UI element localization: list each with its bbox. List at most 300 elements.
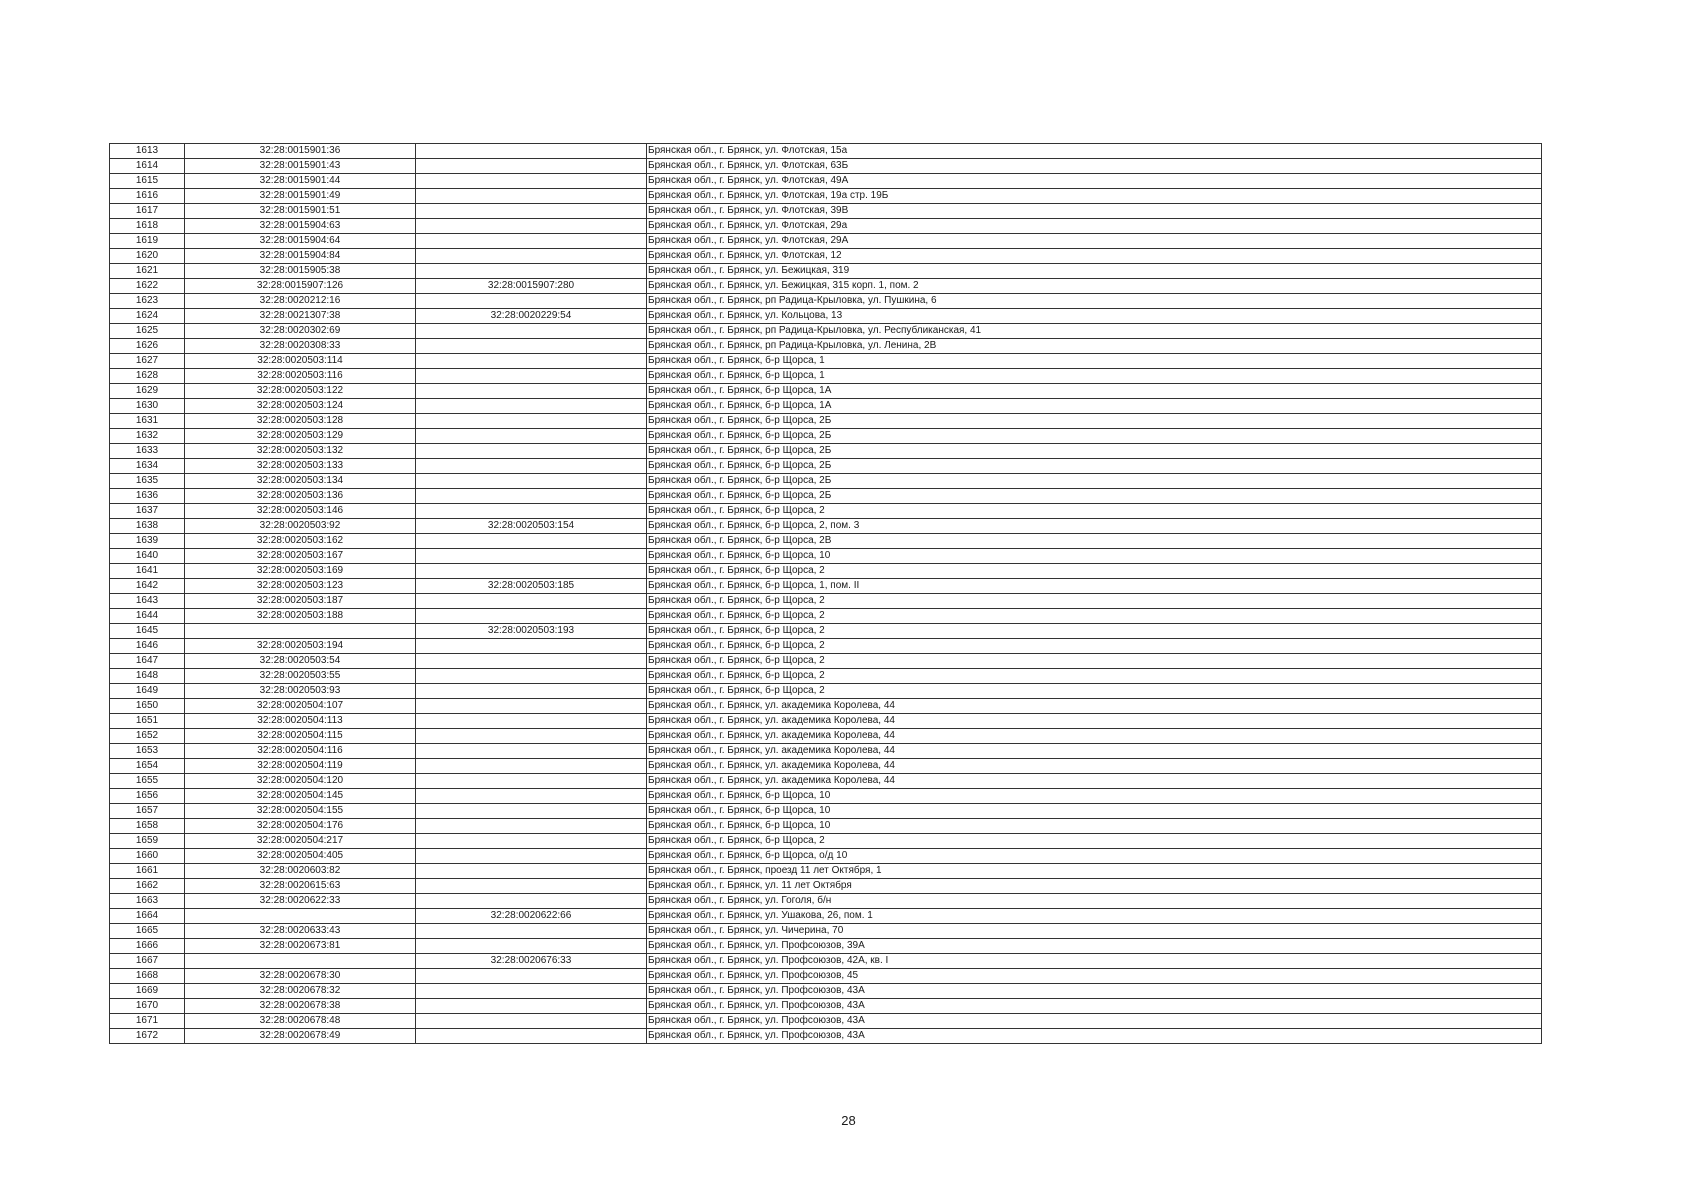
row-number-cell: 1638 bbox=[110, 519, 185, 534]
address-cell: Брянская обл., г. Брянск, ул. академика Королева, 44 bbox=[647, 714, 1542, 729]
cadastral-number-cell: 32:28:0020503:136 bbox=[185, 489, 416, 504]
table-row bbox=[110, 594, 1542, 609]
row-number-cell: 1627 bbox=[110, 354, 185, 369]
address-cell: Брянская обл., г. Брянск, б-р Щорса, 1А bbox=[647, 384, 1542, 399]
property-table bbox=[109, 143, 1542, 1044]
table-row bbox=[110, 309, 1542, 324]
table-row bbox=[110, 324, 1542, 339]
table-row bbox=[110, 219, 1542, 234]
table-row bbox=[110, 1014, 1542, 1029]
address-cell: Брянская обл., г. Брянск, б-р Щорса, 2, пом. 3 bbox=[647, 519, 1542, 534]
page-number: 28 bbox=[841, 1113, 856, 1128]
table-row bbox=[110, 969, 1542, 984]
secondary-cadastral-number-cell bbox=[416, 1014, 647, 1029]
secondary-cadastral-number-cell bbox=[416, 324, 647, 339]
table-row bbox=[110, 489, 1542, 504]
address-cell: Брянская обл., г. Брянск, б-р Щорса, 1А bbox=[647, 399, 1542, 414]
row-number-cell: 1615 bbox=[110, 174, 185, 189]
table-row bbox=[110, 699, 1542, 714]
secondary-cadastral-number-cell bbox=[416, 999, 647, 1014]
secondary-cadastral-number-cell bbox=[416, 264, 647, 279]
address-cell: Брянская обл., г. Брянск, ул. академика Королева, 44 bbox=[647, 774, 1542, 789]
secondary-cadastral-number-cell bbox=[416, 369, 647, 384]
address-cell: Брянская обл., г. Брянск, ул. Флотская, 15а bbox=[647, 144, 1542, 159]
secondary-cadastral-number-cell bbox=[416, 384, 647, 399]
cadastral-number-cell: 32:28:0015901:51 bbox=[185, 204, 416, 219]
secondary-cadastral-number-cell bbox=[416, 474, 647, 489]
secondary-cadastral-number-cell bbox=[416, 1029, 647, 1044]
table-row bbox=[110, 294, 1542, 309]
cadastral-number-cell: 32:28:0020503:116 bbox=[185, 369, 416, 384]
row-number-cell: 1613 bbox=[110, 144, 185, 159]
table-row bbox=[110, 909, 1542, 924]
table-row bbox=[110, 879, 1542, 894]
table-row bbox=[110, 1029, 1542, 1044]
address-cell: Брянская обл., г. Брянск, ул. Кольцова, 13 bbox=[647, 309, 1542, 324]
table-row bbox=[110, 504, 1542, 519]
table-row bbox=[110, 894, 1542, 909]
address-cell: Брянская обл., г. Брянск, б-р Щорса, 2 bbox=[647, 639, 1542, 654]
cadastral-number-cell bbox=[185, 624, 416, 639]
table-row bbox=[110, 924, 1542, 939]
address-cell: Брянская обл., г. Брянск, ул. академика Королева, 44 bbox=[647, 729, 1542, 744]
cadastral-number-cell: 32:28:0020503:129 bbox=[185, 429, 416, 444]
cadastral-number-cell: 32:28:0020503:188 bbox=[185, 609, 416, 624]
address-cell: Брянская обл., г. Брянск, ул. академика Королева, 44 bbox=[647, 744, 1542, 759]
row-number-cell: 1642 bbox=[110, 579, 185, 594]
row-number-cell: 1617 bbox=[110, 204, 185, 219]
table-row bbox=[110, 204, 1542, 219]
secondary-cadastral-number-cell bbox=[416, 774, 647, 789]
table-row bbox=[110, 399, 1542, 414]
secondary-cadastral-number-cell bbox=[416, 609, 647, 624]
secondary-cadastral-number-cell bbox=[416, 759, 647, 774]
address-cell: Брянская обл., г. Брянск, ул. 11 лет Октября bbox=[647, 879, 1542, 894]
address-cell: Брянская обл., г. Брянск, б-р Щорса, 2Б bbox=[647, 474, 1542, 489]
address-cell: Брянская обл., г. Брянск, ул. Профсоюзов, 43А bbox=[647, 984, 1542, 999]
cadastral-number-cell: 32:28:0020678:49 bbox=[185, 1029, 416, 1044]
row-number-cell: 1646 bbox=[110, 639, 185, 654]
row-number-cell: 1631 bbox=[110, 414, 185, 429]
secondary-cadastral-number-cell bbox=[416, 219, 647, 234]
cadastral-number-cell: 32:28:0020504:145 bbox=[185, 789, 416, 804]
cadastral-number-cell: 32:28:0020503:194 bbox=[185, 639, 416, 654]
secondary-cadastral-number-cell: 32:28:0020503:193 bbox=[416, 624, 647, 639]
secondary-cadastral-number-cell bbox=[416, 969, 647, 984]
address-cell: Брянская обл., г. Брянск, б-р Щорса, 2Б bbox=[647, 459, 1542, 474]
secondary-cadastral-number-cell bbox=[416, 594, 647, 609]
row-number-cell: 1618 bbox=[110, 219, 185, 234]
cadastral-number-cell: 32:28:0015904:63 bbox=[185, 219, 416, 234]
table-row bbox=[110, 144, 1542, 159]
secondary-cadastral-number-cell bbox=[416, 564, 647, 579]
cadastral-number-cell: 32:28:0020504:115 bbox=[185, 729, 416, 744]
cadastral-number-cell: 32:28:0020615:63 bbox=[185, 879, 416, 894]
row-number-cell: 1650 bbox=[110, 699, 185, 714]
address-cell: Брянская обл., г. Брянск, б-р Щорса, 2 bbox=[647, 669, 1542, 684]
table-row bbox=[110, 429, 1542, 444]
table-row bbox=[110, 729, 1542, 744]
secondary-cadastral-number-cell: 32:28:0020676:33 bbox=[416, 954, 647, 969]
secondary-cadastral-number-cell bbox=[416, 354, 647, 369]
table-row bbox=[110, 669, 1542, 684]
cadastral-number-cell: 32:28:0015904:64 bbox=[185, 234, 416, 249]
table-row bbox=[110, 999, 1542, 1014]
address-cell: Брянская обл., г. Брянск, б-р Щорса, 2Б bbox=[647, 444, 1542, 459]
table-row bbox=[110, 534, 1542, 549]
table-row bbox=[110, 339, 1542, 354]
table-row bbox=[110, 519, 1542, 534]
secondary-cadastral-number-cell bbox=[416, 939, 647, 954]
table-row bbox=[110, 369, 1542, 384]
address-cell: Брянская обл., г. Брянск, б-р Щорса, 10 bbox=[647, 789, 1542, 804]
row-number-cell: 1655 bbox=[110, 774, 185, 789]
row-number-cell: 1621 bbox=[110, 264, 185, 279]
address-cell: Брянская обл., г. Брянск, б-р Щорса, 2Б bbox=[647, 489, 1542, 504]
cadastral-number-cell: 32:28:0020504:120 bbox=[185, 774, 416, 789]
row-number-cell: 1637 bbox=[110, 504, 185, 519]
secondary-cadastral-number-cell bbox=[416, 549, 647, 564]
secondary-cadastral-number-cell bbox=[416, 744, 647, 759]
address-cell: Брянская обл., г. Брянск, ул. Чичерина, 70 bbox=[647, 924, 1542, 939]
row-number-cell: 1644 bbox=[110, 609, 185, 624]
row-number-cell: 1672 bbox=[110, 1029, 185, 1044]
table-row bbox=[110, 354, 1542, 369]
secondary-cadastral-number-cell bbox=[416, 534, 647, 549]
secondary-cadastral-number-cell bbox=[416, 504, 647, 519]
table-row bbox=[110, 684, 1542, 699]
cadastral-number-cell: 32:28:0015907:126 bbox=[185, 279, 416, 294]
row-number-cell: 1656 bbox=[110, 789, 185, 804]
table-row bbox=[110, 984, 1542, 999]
address-cell: Брянская обл., г. Брянск, б-р Щорса, 2 bbox=[647, 684, 1542, 699]
cadastral-number-cell: 32:28:0015901:36 bbox=[185, 144, 416, 159]
address-cell: Брянская обл., г. Брянск, б-р Щорса, 2Б bbox=[647, 414, 1542, 429]
secondary-cadastral-number-cell bbox=[416, 789, 647, 804]
address-cell: Брянская обл., г. Брянск, б-р Щорса, 1 bbox=[647, 354, 1542, 369]
address-cell: Брянская обл., г. Брянск, б-р Щорса, 10 bbox=[647, 549, 1542, 564]
row-number-cell: 1653 bbox=[110, 744, 185, 759]
cadastral-number-cell: 32:28:0020503:133 bbox=[185, 459, 416, 474]
cadastral-number-cell: 32:28:0015901:43 bbox=[185, 159, 416, 174]
cadastral-number-cell: 32:28:0020678:38 bbox=[185, 999, 416, 1014]
table-row bbox=[110, 639, 1542, 654]
cadastral-number-cell: 32:28:0020633:43 bbox=[185, 924, 416, 939]
cadastral-number-cell: 32:28:0020504:176 bbox=[185, 819, 416, 834]
table-row bbox=[110, 804, 1542, 819]
address-cell: Брянская обл., г. Брянск, ул. Профсоюзов, 43А bbox=[647, 1029, 1542, 1044]
secondary-cadastral-number-cell: 32:28:0020503:154 bbox=[416, 519, 647, 534]
address-cell: Брянская обл., г. Брянск, б-р Щорса, 2Б bbox=[647, 429, 1542, 444]
row-number-cell: 1633 bbox=[110, 444, 185, 459]
cadastral-number-cell: 32:28:0020503:162 bbox=[185, 534, 416, 549]
row-number-cell: 1662 bbox=[110, 879, 185, 894]
cadastral-number-cell: 32:28:0020673:81 bbox=[185, 939, 416, 954]
cadastral-number-cell: 32:28:0020504:119 bbox=[185, 759, 416, 774]
address-cell: Брянская обл., г. Брянск, ул. Профсоюзов, 42А, кв. I bbox=[647, 954, 1542, 969]
row-number-cell: 1623 bbox=[110, 294, 185, 309]
secondary-cadastral-number-cell bbox=[416, 174, 647, 189]
row-number-cell: 1658 bbox=[110, 819, 185, 834]
address-cell: Брянская обл., г. Брянск, рп Радица-Крыловка, ул. Ленина, 2В bbox=[647, 339, 1542, 354]
secondary-cadastral-number-cell bbox=[416, 669, 647, 684]
table-row bbox=[110, 249, 1542, 264]
row-number-cell: 1616 bbox=[110, 189, 185, 204]
address-cell: Брянская обл., г. Брянск, ул. Профсоюзов, 43А bbox=[647, 1014, 1542, 1029]
row-number-cell: 1626 bbox=[110, 339, 185, 354]
table-row bbox=[110, 744, 1542, 759]
secondary-cadastral-number-cell bbox=[416, 294, 647, 309]
cadastral-number-cell: 32:28:0020503:134 bbox=[185, 474, 416, 489]
address-cell: Брянская обл., г. Брянск, б-р Щорса, 2 bbox=[647, 654, 1542, 669]
address-cell: Брянская обл., г. Брянск, ул. академика Королева, 44 bbox=[647, 759, 1542, 774]
row-number-cell: 1620 bbox=[110, 249, 185, 264]
row-number-cell: 1664 bbox=[110, 909, 185, 924]
address-cell: Брянская обл., г. Брянск, б-р Щорса, 2В bbox=[647, 534, 1542, 549]
cadastral-number-cell: 32:28:0020212:16 bbox=[185, 294, 416, 309]
cadastral-number-cell: 32:28:0020503:146 bbox=[185, 504, 416, 519]
secondary-cadastral-number-cell bbox=[416, 879, 647, 894]
table-row bbox=[110, 174, 1542, 189]
secondary-cadastral-number-cell: 32:28:0020503:185 bbox=[416, 579, 647, 594]
table-row bbox=[110, 444, 1542, 459]
secondary-cadastral-number-cell bbox=[416, 459, 647, 474]
row-number-cell: 1640 bbox=[110, 549, 185, 564]
address-cell: Брянская обл., г. Брянск, рп Радица-Крыловка, ул. Республиканская, 41 bbox=[647, 324, 1542, 339]
address-cell: Брянская обл., г. Брянск, ул. Флотская, 19а стр. 19Б bbox=[647, 189, 1542, 204]
row-number-cell: 1657 bbox=[110, 804, 185, 819]
cadastral-number-cell: 32:28:0020504:113 bbox=[185, 714, 416, 729]
secondary-cadastral-number-cell bbox=[416, 849, 647, 864]
secondary-cadastral-number-cell bbox=[416, 819, 647, 834]
secondary-cadastral-number-cell bbox=[416, 834, 647, 849]
secondary-cadastral-number-cell bbox=[416, 444, 647, 459]
address-cell: Брянская обл., г. Брянск, б-р Щорса, о/д 10 bbox=[647, 849, 1542, 864]
row-number-cell: 1622 bbox=[110, 279, 185, 294]
cadastral-number-cell: 32:28:0020504:107 bbox=[185, 699, 416, 714]
cadastral-number-cell: 32:28:0020504:217 bbox=[185, 834, 416, 849]
address-cell: Брянская обл., г. Брянск, рп Радица-Крыловка, ул. Пушкина, 6 bbox=[647, 294, 1542, 309]
address-cell: Брянская обл., г. Брянск, ул. Профсоюзов, 39А bbox=[647, 939, 1542, 954]
address-cell: Брянская обл., г. Брянск, б-р Щорса, 2 bbox=[647, 594, 1542, 609]
cadastral-number-cell: 32:28:0020503:92 bbox=[185, 519, 416, 534]
row-number-cell: 1647 bbox=[110, 654, 185, 669]
table-row bbox=[110, 759, 1542, 774]
secondary-cadastral-number-cell bbox=[416, 654, 647, 669]
row-number-cell: 1629 bbox=[110, 384, 185, 399]
cadastral-number-cell: 32:28:0020503:114 bbox=[185, 354, 416, 369]
table-row bbox=[110, 579, 1542, 594]
secondary-cadastral-number-cell bbox=[416, 249, 647, 264]
row-number-cell: 1619 bbox=[110, 234, 185, 249]
address-cell: Брянская обл., г. Брянск, б-р Щорса, 2 bbox=[647, 564, 1542, 579]
cadastral-number-cell: 32:28:0020503:55 bbox=[185, 669, 416, 684]
secondary-cadastral-number-cell bbox=[416, 804, 647, 819]
cadastral-number-cell bbox=[185, 954, 416, 969]
row-number-cell: 1624 bbox=[110, 309, 185, 324]
table-body bbox=[110, 144, 1542, 1044]
cadastral-number-cell: 32:28:0020503:167 bbox=[185, 549, 416, 564]
table-row bbox=[110, 654, 1542, 669]
cadastral-number-cell: 32:28:0015901:44 bbox=[185, 174, 416, 189]
table-row bbox=[110, 789, 1542, 804]
secondary-cadastral-number-cell: 32:28:0020622:66 bbox=[416, 909, 647, 924]
cadastral-number-cell: 32:28:0020504:155 bbox=[185, 804, 416, 819]
table-row bbox=[110, 714, 1542, 729]
table-row bbox=[110, 189, 1542, 204]
secondary-cadastral-number-cell bbox=[416, 924, 647, 939]
secondary-cadastral-number-cell bbox=[416, 204, 647, 219]
cadastral-number-cell: 32:28:0020504:405 bbox=[185, 849, 416, 864]
secondary-cadastral-number-cell bbox=[416, 984, 647, 999]
secondary-cadastral-number-cell: 32:28:0020229:54 bbox=[416, 309, 647, 324]
cadastral-number-cell: 32:28:0020302:69 bbox=[185, 324, 416, 339]
table-row bbox=[110, 939, 1542, 954]
row-number-cell: 1663 bbox=[110, 894, 185, 909]
row-number-cell: 1614 bbox=[110, 159, 185, 174]
cadastral-number-cell: 32:28:0020503:187 bbox=[185, 594, 416, 609]
row-number-cell: 1643 bbox=[110, 594, 185, 609]
row-number-cell: 1671 bbox=[110, 1014, 185, 1029]
table-row bbox=[110, 954, 1542, 969]
address-cell: Брянская обл., г. Брянск, б-р Щорса, 10 bbox=[647, 804, 1542, 819]
table-row bbox=[110, 264, 1542, 279]
secondary-cadastral-number-cell bbox=[416, 399, 647, 414]
secondary-cadastral-number-cell bbox=[416, 414, 647, 429]
row-number-cell: 1635 bbox=[110, 474, 185, 489]
address-cell: Брянская обл., г. Брянск, ул. Ушакова, 26, пом. 1 bbox=[647, 909, 1542, 924]
table-row bbox=[110, 849, 1542, 864]
address-cell: Брянская обл., г. Брянск, ул. Гоголя, б/н bbox=[647, 894, 1542, 909]
secondary-cadastral-number-cell bbox=[416, 894, 647, 909]
table-row bbox=[110, 774, 1542, 789]
cadastral-number-cell: 32:28:0015901:49 bbox=[185, 189, 416, 204]
row-number-cell: 1651 bbox=[110, 714, 185, 729]
row-number-cell: 1659 bbox=[110, 834, 185, 849]
row-number-cell: 1628 bbox=[110, 369, 185, 384]
table-row bbox=[110, 459, 1542, 474]
cadastral-number-cell: 32:28:0020503:54 bbox=[185, 654, 416, 669]
secondary-cadastral-number-cell bbox=[416, 189, 647, 204]
secondary-cadastral-number-cell bbox=[416, 864, 647, 879]
table-row bbox=[110, 384, 1542, 399]
secondary-cadastral-number-cell bbox=[416, 684, 647, 699]
cadastral-number-cell: 32:28:0020308:33 bbox=[185, 339, 416, 354]
cadastral-number-cell: 32:28:0020503:123 bbox=[185, 579, 416, 594]
row-number-cell: 1641 bbox=[110, 564, 185, 579]
row-number-cell: 1667 bbox=[110, 954, 185, 969]
cadastral-number-cell: 32:28:0020678:48 bbox=[185, 1014, 416, 1029]
table-row bbox=[110, 624, 1542, 639]
address-cell: Брянская обл., г. Брянск, б-р Щорса, 1, пом. II bbox=[647, 579, 1542, 594]
cadastral-number-cell: 32:28:0020503:93 bbox=[185, 684, 416, 699]
secondary-cadastral-number-cell bbox=[416, 159, 647, 174]
address-cell: Брянская обл., г. Брянск, ул. Бежицкая, 319 bbox=[647, 264, 1542, 279]
cadastral-number-cell: 32:28:0015905:38 bbox=[185, 264, 416, 279]
address-cell: Брянская обл., г. Брянск, ул. Бежицкая, 315 корп. 1, пом. 2 bbox=[647, 279, 1542, 294]
secondary-cadastral-number-cell bbox=[416, 339, 647, 354]
table-row bbox=[110, 834, 1542, 849]
table-row bbox=[110, 474, 1542, 489]
row-number-cell: 1636 bbox=[110, 489, 185, 504]
cadastral-number-cell: 32:28:0020503:132 bbox=[185, 444, 416, 459]
row-number-cell: 1652 bbox=[110, 729, 185, 744]
secondary-cadastral-number-cell bbox=[416, 144, 647, 159]
address-cell: Брянская обл., г. Брянск, б-р Щорса, 2 bbox=[647, 624, 1542, 639]
address-cell: Брянская обл., г. Брянск, б-р Щорса, 10 bbox=[647, 819, 1542, 834]
secondary-cadastral-number-cell bbox=[416, 729, 647, 744]
secondary-cadastral-number-cell bbox=[416, 639, 647, 654]
cadastral-number-cell: 32:28:0020678:30 bbox=[185, 969, 416, 984]
row-number-cell: 1639 bbox=[110, 534, 185, 549]
address-cell: Брянская обл., г. Брянск, б-р Щорса, 2 bbox=[647, 834, 1542, 849]
table-row bbox=[110, 549, 1542, 564]
cadastral-number-cell: 32:28:0015904:84 bbox=[185, 249, 416, 264]
address-cell: Брянская обл., г. Брянск, ул. Флотская, 63Б bbox=[647, 159, 1542, 174]
table-row bbox=[110, 609, 1542, 624]
row-number-cell: 1649 bbox=[110, 684, 185, 699]
cadastral-number-cell: 32:28:0020622:33 bbox=[185, 894, 416, 909]
secondary-cadastral-number-cell bbox=[416, 714, 647, 729]
cadastral-number-cell: 32:28:0020503:122 bbox=[185, 384, 416, 399]
secondary-cadastral-number-cell bbox=[416, 489, 647, 504]
table-row bbox=[110, 564, 1542, 579]
row-number-cell: 1670 bbox=[110, 999, 185, 1014]
address-cell: Брянская обл., г. Брянск, б-р Щорса, 1 bbox=[647, 369, 1542, 384]
cadastral-number-cell: 32:28:0020503:169 bbox=[185, 564, 416, 579]
table-row bbox=[110, 279, 1542, 294]
cadastral-number-cell: 32:28:0020503:128 bbox=[185, 414, 416, 429]
cadastral-number-cell: 32:28:0020504:116 bbox=[185, 744, 416, 759]
table-row bbox=[110, 414, 1542, 429]
cadastral-number-cell: 32:28:0021307:38 bbox=[185, 309, 416, 324]
address-cell: Брянская обл., г. Брянск, ул. Флотская, 39В bbox=[647, 204, 1542, 219]
secondary-cadastral-number-cell bbox=[416, 234, 647, 249]
address-cell: Брянская обл., г. Брянск, ул. Профсоюзов, 43А bbox=[647, 999, 1542, 1014]
secondary-cadastral-number-cell: 32:28:0015907:280 bbox=[416, 279, 647, 294]
row-number-cell: 1634 bbox=[110, 459, 185, 474]
address-cell: Брянская обл., г. Брянск, ул. академика Королева, 44 bbox=[647, 699, 1542, 714]
address-cell: Брянская обл., г. Брянск, б-р Щорса, 2 bbox=[647, 504, 1542, 519]
secondary-cadastral-number-cell bbox=[416, 699, 647, 714]
address-cell: Брянская обл., г. Брянск, ул. Профсоюзов, 45 bbox=[647, 969, 1542, 984]
cadastral-number-cell: 32:28:0020603:82 bbox=[185, 864, 416, 879]
address-cell: Брянская обл., г. Брянск, ул. Флотская, 29а bbox=[647, 219, 1542, 234]
table-row bbox=[110, 234, 1542, 249]
address-cell: Брянская обл., г. Брянск, б-р Щорса, 2 bbox=[647, 609, 1542, 624]
row-number-cell: 1654 bbox=[110, 759, 185, 774]
row-number-cell: 1668 bbox=[110, 969, 185, 984]
row-number-cell: 1665 bbox=[110, 924, 185, 939]
cadastral-number-cell: 32:28:0020503:124 bbox=[185, 399, 416, 414]
row-number-cell: 1645 bbox=[110, 624, 185, 639]
row-number-cell: 1630 bbox=[110, 399, 185, 414]
cadastral-number-cell: 32:28:0020678:32 bbox=[185, 984, 416, 999]
address-cell: Брянская обл., г. Брянск, ул. Флотская, 49А bbox=[647, 174, 1542, 189]
cadastral-number-cell bbox=[185, 909, 416, 924]
table-row bbox=[110, 819, 1542, 834]
table-row bbox=[110, 159, 1542, 174]
address-cell: Брянская обл., г. Брянск, ул. Флотская, 12 bbox=[647, 249, 1542, 264]
address-cell: Брянская обл., г. Брянск, проезд 11 лет Октября, 1 bbox=[647, 864, 1542, 879]
secondary-cadastral-number-cell bbox=[416, 429, 647, 444]
row-number-cell: 1666 bbox=[110, 939, 185, 954]
row-number-cell: 1648 bbox=[110, 669, 185, 684]
row-number-cell: 1660 bbox=[110, 849, 185, 864]
row-number-cell: 1669 bbox=[110, 984, 185, 999]
row-number-cell: 1661 bbox=[110, 864, 185, 879]
row-number-cell: 1625 bbox=[110, 324, 185, 339]
